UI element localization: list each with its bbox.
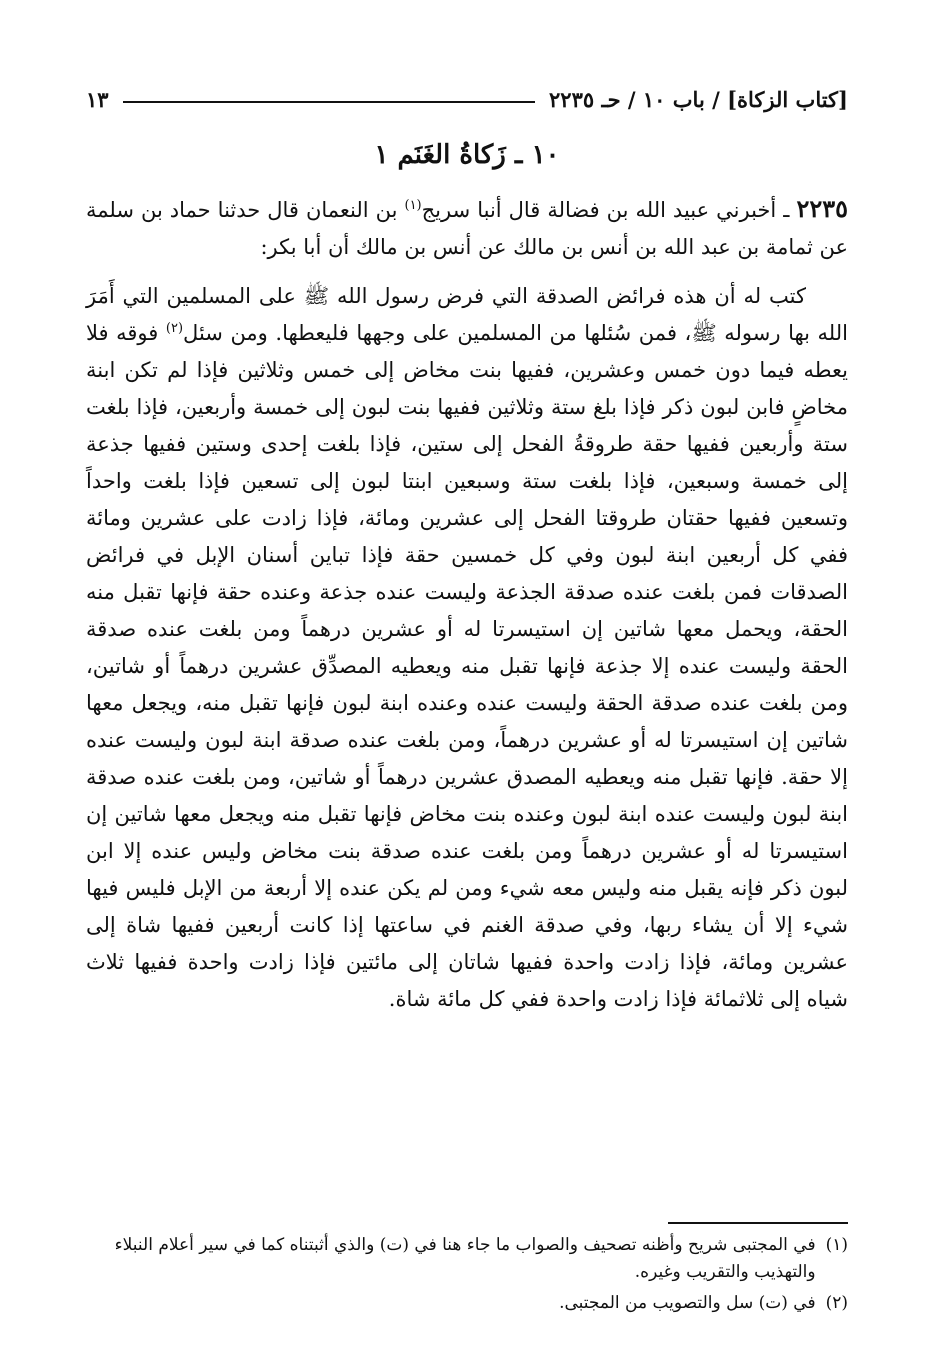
running-header [86,82,848,116]
hadith-matn [86,278,848,1018]
footnote-marker: (١) [825,1235,848,1255]
footnotes [86,1232,848,1321]
hadith-isnad [86,190,848,266]
footnote-ref-1[interactable]: (١) [404,198,422,213]
isnad-part-1: ـ أخبرني عبيد الله بن فضالة قال أنبا سريج [421,198,790,222]
footnote-item [86,1232,848,1286]
footnote-text: في (ت) سل والتصويب من المجتبى. [559,1293,816,1313]
footnote-ref-2[interactable]: (٢) [165,321,184,336]
footnote-text: في المجتبى شريح وأظنه تصحيف والصواب ما جاء هنا في (ت) والذي أثبتناه كما في سير أعلام النبلاء والتهذيب والتقريب وغيره. [114,1235,816,1282]
footnote-separator [668,1222,848,1224]
hadith-body [86,190,848,1018]
page-number: ١٣ [86,86,109,112]
header-rule [123,101,535,103]
matn-part-1: كتب له أن هذه فرائض الصدقة التي فرض رسول الله ﷺ على المسلمين التي أَمَرَ الله بها رسوله ﷺ، فمن سُئلها من المسلمين على وجهها فليعطها. ومن سئل [86,284,848,345]
footnote-item [86,1290,848,1317]
chapter-title: ١٠ ـ زَكاةُ الغَنَم ١ [374,140,560,170]
footnote-marker: (٢) [825,1293,848,1313]
matn-part-2: فوقه فلا يعطه فيما دون خمس وعشرين، ففيها بنت مخاض إلى خمس وثلاثين فإذا لم تكن ابنة مخاضٍ فابن لبون ذكر فإذا بلغ ستة وثلاثين ففيها بنت لبون إلى خمسة وأربعين، فإذا بلغت ستة وأربعين ففيها حقة طروقةُ الفحل إلى ستين، فإذا بلغت إحدى وستين ففيها جذعة إلى خمسة وسبعين، فإذا بلغت ستة وسبعين ابنتا لبون إلى تسعين فإذا بلغت واحداً وتسعين ففيها حقتان طروقتا الفحل إلى عشرين ومائة، فإذا زادت على عشرين ومائة ففي كل أربعين ابنة لبون وفي كل خمسين حقة فإذا تباين أسنان الإبل في فرائض الصدقات فمن بلغت عنده صدقة الجذعة وليست عنده جذعة وعنده حقة فإنها تقبل منه الحقة، ويحمل معها شاتين إن استيسرتا له أو عشرين درهماً ومن بلغت عنده صدقة الحقة وليست عنده إلا جذعة فإنها تقبل منه ويعطيه المصدِّق عشرين درهماً أو شاتين، ومن بلغت عنده صدقة الحقة وليست عنده وعنده ابنة لبون فإنها تقبل منه، ويجعل معها شاتين إن استيسرتا له أو عشرين درهماً، ومن بلغت عنده صدقة ابنة لبون وليست عنده إلا حقة. فإنها تقبل منه ويعطيه المصدق عشرين درهماً أو شاتين، ومن بلغت عنده صدقة ابنة لبون وليست عنده ابنة لبون وعنده بنت مخاض فإنها تقبل منه ويجعل معها شاتين إن استيسرتا له أو عشرين درهماً ومن بلغت عنده صدقة بنت مخاض وليس عنده إلا ابن لبون ذكر فإنه يقبل منه وليس معه شيء ومن لم يكن عنده إلا أربعة من الإبل فليس فيها شيء إلا أن يشاء ربها، وفي صدقة الغنم في ساعتها إذا كانت أربعين ففيها شاة إلى عشرين ومائة، فإذا زادت واحدة ففيها شاتان إلى مائتين فإذا زادت واحدة ففيها ثلاث شياه إلى ثلاثمائة فإذا زادت واحدة ففي كل مائة شاة. [86,321,848,1011]
hadith-number: ٢٢٣٥ [796,194,848,223]
header-chapter-ref: [كتاب الزكاة] / باب ١٠ / حـ ٢٢٣٥ [549,86,848,112]
isnad-part-2: بن النعمان قال حدثنا حماد بن سلمة عن ثمامة بن عبد الله بن أنس بن مالك عن أنس بن مالك أن أبا بكر: [86,198,848,259]
